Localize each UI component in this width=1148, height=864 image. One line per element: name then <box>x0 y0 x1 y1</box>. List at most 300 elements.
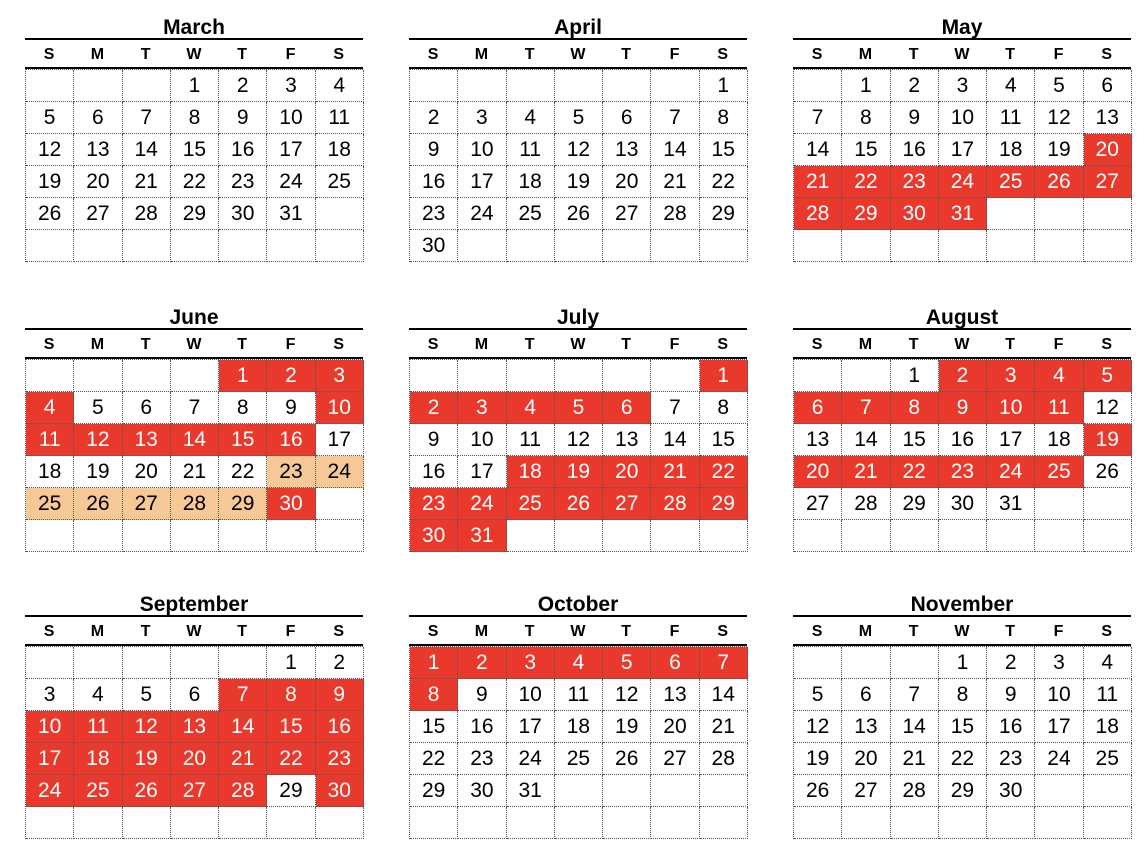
day-cell: 21 <box>794 166 842 198</box>
day-cell: 7 <box>651 392 699 424</box>
day-cell: 20 <box>1084 134 1132 166</box>
day-cell: 18 <box>316 134 364 166</box>
day-cell: 21 <box>842 456 890 488</box>
day-cell: 10 <box>939 102 987 134</box>
day-cell: 9 <box>267 392 315 424</box>
day-cell: 1 <box>410 647 458 679</box>
day-cell: 6 <box>603 392 651 424</box>
day-cell: 16 <box>410 166 458 198</box>
day-cell: 20 <box>603 456 651 488</box>
day-cell: 21 <box>219 743 267 775</box>
empty-cell <box>1035 230 1083 262</box>
day-cell: 2 <box>267 360 315 392</box>
day-cell: 30 <box>987 775 1035 807</box>
weekday-label: T <box>908 336 919 353</box>
day-cell: 4 <box>1084 647 1132 679</box>
day-cell: 26 <box>1084 456 1132 488</box>
day-cell: 16 <box>939 424 987 456</box>
day-cell: 12 <box>555 424 603 456</box>
day-cell: 28 <box>651 198 699 230</box>
day-cell: 22 <box>410 743 458 775</box>
weekday-label: F <box>285 336 296 353</box>
day-cell: 23 <box>410 198 458 230</box>
empty-cell <box>555 360 603 392</box>
day-cell: 5 <box>26 102 74 134</box>
empty-cell <box>842 230 890 262</box>
day-cell: 18 <box>26 456 74 488</box>
day-cell: 3 <box>1035 647 1083 679</box>
day-cell: 3 <box>458 392 506 424</box>
day-cell: 20 <box>603 166 651 198</box>
day-cell: 3 <box>316 360 364 392</box>
day-cell: 17 <box>26 743 74 775</box>
day-cell: 29 <box>410 775 458 807</box>
empty-cell <box>987 198 1035 230</box>
day-cell: 28 <box>219 775 267 807</box>
day-cell: 19 <box>1035 134 1083 166</box>
day-cell: 24 <box>458 488 506 520</box>
empty-cell <box>700 230 748 262</box>
empty-cell <box>26 70 74 102</box>
day-cell: 1 <box>891 360 939 392</box>
day-cell: 18 <box>1035 424 1083 456</box>
weekday-label: M <box>858 623 873 640</box>
empty-cell <box>458 70 506 102</box>
empty-cell <box>219 230 267 262</box>
day-cell: 7 <box>794 102 842 134</box>
day-cell: 23 <box>939 456 987 488</box>
day-cell: 16 <box>458 711 506 743</box>
empty-cell <box>171 230 219 262</box>
day-cell: 4 <box>507 392 555 424</box>
weekday-label: W <box>186 623 202 640</box>
empty-cell <box>603 360 651 392</box>
day-cell: 8 <box>842 102 890 134</box>
day-cell: 27 <box>794 488 842 520</box>
empty-cell <box>123 70 171 102</box>
day-cell: 24 <box>507 743 555 775</box>
day-cell: 29 <box>842 198 890 230</box>
day-cell: 13 <box>794 424 842 456</box>
day-cell: 11 <box>507 424 555 456</box>
month-november <box>793 590 1131 839</box>
day-cell: 1 <box>700 360 748 392</box>
day-cell: 27 <box>171 775 219 807</box>
day-cell: 20 <box>794 456 842 488</box>
day-cell: 30 <box>410 230 458 262</box>
day-cell: 5 <box>123 679 171 711</box>
day-cell: 21 <box>651 166 699 198</box>
weekday-label: S <box>717 336 729 353</box>
empty-cell <box>651 807 699 839</box>
weekday-label: F <box>669 336 680 353</box>
month-title: September <box>25 590 363 617</box>
day-cell: 12 <box>1084 392 1132 424</box>
day-cell: 1 <box>171 70 219 102</box>
empty-cell <box>171 520 219 552</box>
day-cell: 18 <box>555 711 603 743</box>
empty-cell <box>267 807 315 839</box>
month-october <box>409 590 747 839</box>
day-cell: 2 <box>410 392 458 424</box>
day-cell: 25 <box>987 166 1035 198</box>
day-cell: 10 <box>1035 679 1083 711</box>
day-cell: 16 <box>316 711 364 743</box>
weekday-label: W <box>954 336 970 353</box>
day-cell: 12 <box>555 134 603 166</box>
day-grid <box>409 359 747 552</box>
day-cell: 23 <box>987 743 1035 775</box>
day-cell: 28 <box>794 198 842 230</box>
empty-cell <box>219 647 267 679</box>
empty-cell <box>891 230 939 262</box>
weekday-header <box>793 330 1131 359</box>
empty-cell <box>507 807 555 839</box>
day-cell: 4 <box>555 647 603 679</box>
day-cell: 18 <box>507 166 555 198</box>
day-cell: 4 <box>316 70 364 102</box>
day-cell: 7 <box>700 647 748 679</box>
empty-cell <box>651 775 699 807</box>
weekday-label: T <box>908 46 919 63</box>
day-cell: 30 <box>219 198 267 230</box>
day-cell: 15 <box>267 711 315 743</box>
empty-cell <box>1084 488 1132 520</box>
day-cell: 16 <box>891 134 939 166</box>
day-cell: 2 <box>891 70 939 102</box>
empty-cell <box>651 520 699 552</box>
day-cell: 16 <box>219 134 267 166</box>
day-cell: 26 <box>555 198 603 230</box>
day-cell: 29 <box>891 488 939 520</box>
day-cell: 9 <box>458 679 506 711</box>
weekday-label: M <box>90 46 105 63</box>
empty-cell <box>410 360 458 392</box>
empty-cell <box>1035 488 1083 520</box>
month-title: October <box>409 590 747 617</box>
day-cell: 11 <box>555 679 603 711</box>
day-cell: 6 <box>1084 70 1132 102</box>
empty-cell <box>316 198 364 230</box>
empty-cell <box>555 70 603 102</box>
day-cell: 29 <box>700 198 748 230</box>
day-cell: 24 <box>1035 743 1083 775</box>
empty-cell <box>1035 775 1083 807</box>
day-cell: 14 <box>219 711 267 743</box>
empty-cell <box>651 70 699 102</box>
day-cell: 5 <box>555 102 603 134</box>
day-cell: 25 <box>316 166 364 198</box>
day-cell: 2 <box>987 647 1035 679</box>
weekday-label: S <box>333 46 345 63</box>
day-cell: 12 <box>603 679 651 711</box>
weekday-label: S <box>43 623 55 640</box>
empty-cell <box>603 775 651 807</box>
day-grid <box>25 646 363 839</box>
empty-cell <box>700 807 748 839</box>
empty-cell <box>794 647 842 679</box>
empty-cell <box>507 230 555 262</box>
empty-cell <box>987 230 1035 262</box>
weekday-label: F <box>1053 623 1064 640</box>
day-cell: 3 <box>267 70 315 102</box>
weekday-label: S <box>333 623 345 640</box>
weekday-label: S <box>43 336 55 353</box>
day-cell: 18 <box>1084 711 1132 743</box>
day-cell: 15 <box>842 134 890 166</box>
day-cell: 3 <box>26 679 74 711</box>
day-cell: 17 <box>458 456 506 488</box>
day-cell: 7 <box>123 102 171 134</box>
day-cell: 29 <box>219 488 267 520</box>
day-cell: 7 <box>891 679 939 711</box>
day-cell: 16 <box>410 456 458 488</box>
day-cell: 3 <box>458 102 506 134</box>
weekday-label: S <box>1101 46 1113 63</box>
empty-cell <box>267 520 315 552</box>
weekday-label: T <box>621 336 632 353</box>
empty-cell <box>794 230 842 262</box>
day-cell: 30 <box>410 520 458 552</box>
day-cell: 9 <box>939 392 987 424</box>
day-cell: 13 <box>603 424 651 456</box>
day-cell: 13 <box>1084 102 1132 134</box>
day-cell: 24 <box>939 166 987 198</box>
empty-cell <box>651 360 699 392</box>
day-cell: 15 <box>171 134 219 166</box>
day-cell: 15 <box>700 134 748 166</box>
day-cell: 5 <box>603 647 651 679</box>
day-cell: 6 <box>842 679 890 711</box>
day-cell: 8 <box>219 392 267 424</box>
month-title: July <box>409 303 747 330</box>
empty-cell <box>123 647 171 679</box>
day-cell: 17 <box>939 134 987 166</box>
day-cell: 8 <box>700 102 748 134</box>
empty-cell <box>74 807 122 839</box>
weekday-label: S <box>811 623 823 640</box>
empty-cell <box>700 775 748 807</box>
empty-cell <box>123 520 171 552</box>
weekday-label: F <box>285 623 296 640</box>
empty-cell <box>26 230 74 262</box>
weekday-label: W <box>570 623 586 640</box>
day-cell: 22 <box>171 166 219 198</box>
month-may <box>793 13 1131 262</box>
day-cell: 10 <box>458 424 506 456</box>
weekday-header <box>409 330 747 359</box>
weekday-label: S <box>1101 623 1113 640</box>
empty-cell <box>123 807 171 839</box>
empty-cell <box>316 520 364 552</box>
empty-cell <box>267 230 315 262</box>
day-cell: 1 <box>219 360 267 392</box>
empty-cell <box>74 70 122 102</box>
weekday-header <box>25 330 363 359</box>
empty-cell <box>26 360 74 392</box>
empty-cell <box>794 807 842 839</box>
empty-cell <box>939 807 987 839</box>
weekday-label: T <box>140 336 151 353</box>
weekday-label: S <box>717 623 729 640</box>
weekday-header <box>25 40 363 69</box>
day-cell: 30 <box>891 198 939 230</box>
empty-cell <box>458 230 506 262</box>
day-cell: 29 <box>267 775 315 807</box>
day-cell: 8 <box>891 392 939 424</box>
weekday-label: F <box>669 623 680 640</box>
weekday-label: T <box>237 46 248 63</box>
day-cell: 11 <box>26 424 74 456</box>
day-cell: 18 <box>987 134 1035 166</box>
day-cell: 25 <box>1084 743 1132 775</box>
day-cell: 8 <box>267 679 315 711</box>
empty-cell <box>458 360 506 392</box>
weekday-label: M <box>90 336 105 353</box>
weekday-label: S <box>333 336 345 353</box>
day-cell: 5 <box>794 679 842 711</box>
day-cell: 30 <box>458 775 506 807</box>
day-cell: 25 <box>555 743 603 775</box>
weekday-label: T <box>140 623 151 640</box>
weekday-label: T <box>524 623 535 640</box>
weekday-label: S <box>811 336 823 353</box>
day-cell: 9 <box>987 679 1035 711</box>
empty-cell <box>458 807 506 839</box>
day-cell: 21 <box>651 456 699 488</box>
day-cell: 7 <box>219 679 267 711</box>
day-cell: 10 <box>507 679 555 711</box>
day-cell: 27 <box>651 743 699 775</box>
day-cell: 28 <box>651 488 699 520</box>
empty-cell <box>842 647 890 679</box>
day-cell: 21 <box>700 711 748 743</box>
day-cell: 26 <box>555 488 603 520</box>
empty-cell <box>507 70 555 102</box>
weekday-label: W <box>570 46 586 63</box>
month-march <box>25 13 363 262</box>
weekday-label: T <box>237 623 248 640</box>
day-grid <box>409 69 747 262</box>
day-cell: 29 <box>171 198 219 230</box>
day-cell: 6 <box>123 392 171 424</box>
empty-cell <box>507 520 555 552</box>
day-cell: 8 <box>939 679 987 711</box>
weekday-label: W <box>186 46 202 63</box>
empty-cell <box>939 520 987 552</box>
empty-cell <box>171 647 219 679</box>
day-cell: 19 <box>555 456 603 488</box>
weekday-label: F <box>669 46 680 63</box>
weekday-label: T <box>1005 46 1016 63</box>
day-cell: 12 <box>794 711 842 743</box>
day-grid <box>793 646 1131 839</box>
day-cell: 9 <box>410 134 458 166</box>
day-cell: 19 <box>74 456 122 488</box>
day-cell: 23 <box>219 166 267 198</box>
day-cell: 15 <box>891 424 939 456</box>
day-cell: 24 <box>26 775 74 807</box>
empty-cell <box>987 520 1035 552</box>
day-cell: 5 <box>1084 360 1132 392</box>
day-cell: 30 <box>316 775 364 807</box>
day-cell: 17 <box>1035 711 1083 743</box>
empty-cell <box>219 520 267 552</box>
day-cell: 3 <box>987 360 1035 392</box>
day-cell: 24 <box>316 456 364 488</box>
empty-cell <box>123 360 171 392</box>
empty-cell <box>219 807 267 839</box>
empty-cell <box>555 520 603 552</box>
day-cell: 22 <box>939 743 987 775</box>
empty-cell <box>171 360 219 392</box>
day-cell: 22 <box>700 456 748 488</box>
empty-cell <box>74 360 122 392</box>
day-grid <box>25 69 363 262</box>
month-august <box>793 303 1131 552</box>
day-cell: 11 <box>74 711 122 743</box>
empty-cell <box>316 807 364 839</box>
weekday-label: T <box>140 46 151 63</box>
day-cell: 7 <box>651 102 699 134</box>
day-grid <box>793 359 1131 552</box>
weekday-label: T <box>524 336 535 353</box>
empty-cell <box>603 70 651 102</box>
weekday-label: T <box>908 623 919 640</box>
day-cell: 12 <box>26 134 74 166</box>
weekday-label: S <box>427 623 439 640</box>
day-cell: 9 <box>891 102 939 134</box>
day-cell: 10 <box>26 711 74 743</box>
day-cell: 27 <box>842 775 890 807</box>
empty-cell <box>74 520 122 552</box>
day-cell: 27 <box>603 488 651 520</box>
day-cell: 18 <box>507 456 555 488</box>
day-cell: 5 <box>1035 70 1083 102</box>
empty-cell <box>316 230 364 262</box>
weekday-label: S <box>427 46 439 63</box>
day-cell: 12 <box>74 424 122 456</box>
day-cell: 26 <box>794 775 842 807</box>
empty-cell <box>842 807 890 839</box>
day-cell: 12 <box>1035 102 1083 134</box>
day-cell: 4 <box>74 679 122 711</box>
day-cell: 28 <box>842 488 890 520</box>
day-cell: 8 <box>410 679 458 711</box>
day-cell: 8 <box>700 392 748 424</box>
day-cell: 7 <box>171 392 219 424</box>
day-cell: 25 <box>74 775 122 807</box>
day-cell: 19 <box>26 166 74 198</box>
weekday-label: F <box>285 46 296 63</box>
empty-cell <box>1084 230 1132 262</box>
day-cell: 20 <box>123 456 171 488</box>
empty-cell <box>123 230 171 262</box>
day-cell: 1 <box>267 647 315 679</box>
empty-cell <box>794 520 842 552</box>
day-cell: 10 <box>316 392 364 424</box>
empty-cell <box>1035 520 1083 552</box>
empty-cell <box>74 647 122 679</box>
weekday-label: T <box>621 46 632 63</box>
day-cell: 26 <box>74 488 122 520</box>
empty-cell <box>26 647 74 679</box>
weekday-label: T <box>621 623 632 640</box>
day-cell: 28 <box>700 743 748 775</box>
day-cell: 26 <box>1035 166 1083 198</box>
day-cell: 31 <box>458 520 506 552</box>
day-cell: 19 <box>555 166 603 198</box>
